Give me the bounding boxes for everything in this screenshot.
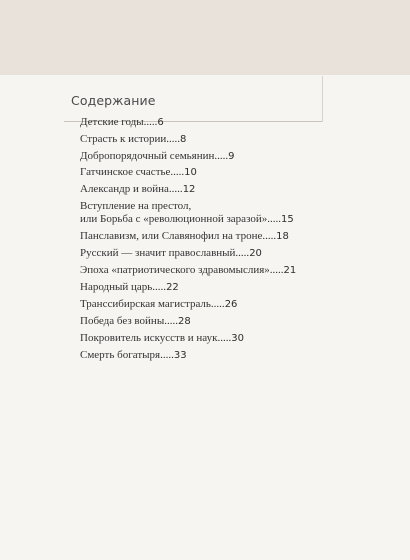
toc-item-text: Вступление на престол, xyxy=(80,200,192,212)
toc-item-text: Эпоха «патриотического здравомыслия»..... xyxy=(80,264,284,276)
toc-item-text: Русский — значит православный..... xyxy=(80,247,250,259)
toc-item-text: Страсть к истории..... xyxy=(80,133,181,145)
toc-item-text: Добропорядочный семьянин..... xyxy=(80,150,229,162)
toc-page-number: 8 xyxy=(180,134,187,145)
page xyxy=(0,75,410,560)
toc-page-number: 26 xyxy=(224,299,238,310)
toc-item-text: Смерть богатыря..... xyxy=(80,349,174,361)
toc-page-number: 28 xyxy=(177,316,191,327)
toc-page-number: 30 xyxy=(231,333,244,344)
toc-item xyxy=(80,264,296,277)
toc-page-number: 18 xyxy=(276,231,289,242)
page-title: Содержание xyxy=(71,93,156,108)
toc-item xyxy=(80,315,191,328)
toc-item xyxy=(80,281,179,294)
toc-page-number: 9 xyxy=(228,151,235,162)
toc-item xyxy=(80,116,164,129)
toc-item xyxy=(80,183,195,196)
toc-item xyxy=(80,349,187,362)
toc-item xyxy=(80,230,289,243)
toc-item-text: Гатчинское счастье..... xyxy=(80,166,185,178)
toc-item xyxy=(80,133,186,146)
toc-item xyxy=(80,166,197,179)
toc-item xyxy=(80,298,237,311)
toc-item-text: Победа без войны..... xyxy=(80,315,178,327)
toc-page-number: 21 xyxy=(283,265,297,276)
toc-page-number: 33 xyxy=(173,350,187,361)
toc-item-text: Транссибирская магистраль..... xyxy=(80,298,225,310)
toc-page-number: 6 xyxy=(157,117,164,128)
toc-item xyxy=(80,200,294,226)
toc-item-text-continued: или Борьба с «революционной заразой»..... xyxy=(80,213,281,225)
toc-page-number: 15 xyxy=(280,214,294,225)
toc-item-text: Народный царь..... xyxy=(80,281,167,293)
toc-item-text: Покровитель искусств и наук..... xyxy=(80,332,232,344)
top-band xyxy=(0,0,410,75)
header-divider-vertical xyxy=(322,76,323,122)
toc-page-number: 12 xyxy=(182,184,196,195)
toc-item-text: Панславизм, или Славянофил на троне..... xyxy=(80,230,277,242)
toc-page-number: 10 xyxy=(184,167,197,178)
toc-item-text: Детские годы..... xyxy=(80,116,158,128)
toc-item xyxy=(80,332,244,345)
toc-page-number: 20 xyxy=(249,248,262,259)
toc-page-number: 22 xyxy=(166,282,179,293)
toc-item xyxy=(80,247,262,260)
toc-item-text: Александр и война..... xyxy=(80,183,183,195)
toc-item xyxy=(80,150,235,163)
